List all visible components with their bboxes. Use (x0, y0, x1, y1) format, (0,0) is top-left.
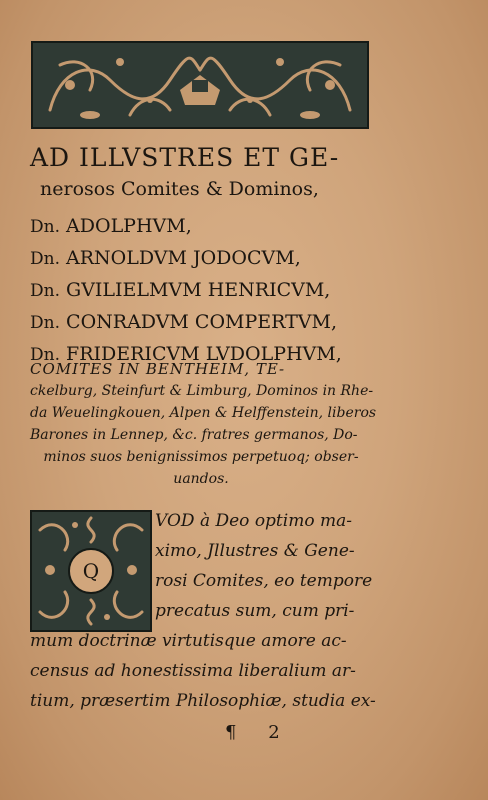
name-row (30, 274, 342, 306)
dedication-line: da Weuelingkouen, Alpen & Helffenstein, liberos (30, 405, 377, 421)
dedication-line: COMITES IN BENTHEIM, TE- (30, 360, 286, 378)
body-line: VOD à Deo optimo ma- (155, 511, 352, 531)
body-line: mum doctrinæ virtutisque amore ac- (30, 631, 347, 651)
name-prefix: Dn. (30, 313, 60, 333)
name-text: ADOLPHVM, (66, 215, 192, 237)
page-number: 2 (268, 722, 280, 743)
body-text (30, 506, 375, 716)
dedication-line: uandos. (173, 471, 229, 487)
name-prefix: Dn. (30, 281, 60, 301)
name-text: FRIDERICVM LVDOLPHVM, (66, 343, 342, 365)
name-text: CONRADVM COMPERTVM, (66, 311, 337, 333)
initial-letter: Q (82, 559, 100, 583)
body-line: tium, præsertim Philosophiæ, studia ex- (30, 691, 376, 711)
name-prefix: Dn. (30, 249, 60, 269)
name-row (30, 242, 342, 274)
dedication-line: ckelburg, Steinfurt & Limburg, Dominos in Rhe- (30, 383, 374, 399)
names-list (30, 210, 342, 370)
dedication-line: Barones in Lennep, &c. fratres germanos, Do- (30, 427, 358, 443)
body-line: rosi Comites, eo tempore (155, 571, 373, 591)
name-text: GVILIELMVM HENRICVM, (66, 279, 331, 301)
body-line: ximo, Jllustres & Gene- (155, 541, 355, 561)
name-row (30, 306, 342, 338)
name-prefix: Dn. (30, 217, 60, 237)
ornamental-headpiece (30, 40, 370, 130)
name-row (30, 210, 342, 242)
name-prefix: Dn. (30, 345, 60, 365)
name-text: ARNOLDVM JODOCVM, (66, 247, 301, 269)
page-footer (225, 722, 306, 743)
body-line: census ad honestissima liberalium ar- (30, 661, 356, 681)
signature-mark: ¶ (225, 722, 237, 743)
dedication-line: minos suos benignissimos perpetuoq; obser- (43, 449, 359, 465)
dedication-block (30, 358, 377, 490)
title-line-2: nerosos Comites & Dominos, (40, 178, 319, 200)
title-line-1: AD ILLVSTRES ET GE- (30, 143, 340, 172)
body-line: precatus sum, cum pri- (155, 601, 355, 621)
